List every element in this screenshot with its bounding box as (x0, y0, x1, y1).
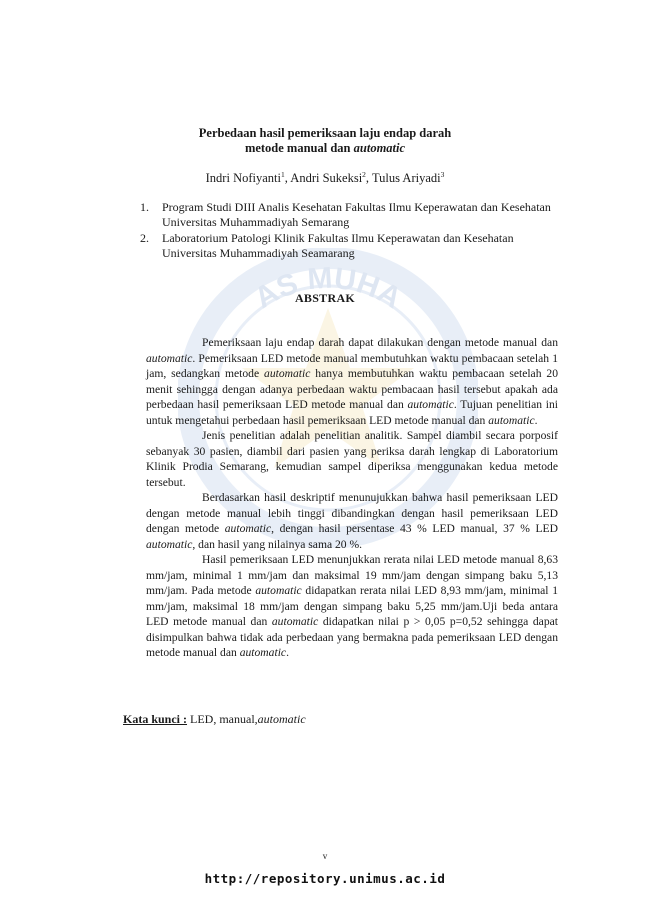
italic-term: automatic (255, 584, 302, 597)
title-line-2: metode manual dan automatic (244, 141, 406, 155)
keywords (123, 712, 306, 727)
abstract-text: , dengan hasil persentase 43 % LED manual, 37 % LED (271, 522, 558, 535)
italic-term: automatic (239, 646, 287, 659)
affiliation-number: 2. (140, 231, 149, 245)
abstract-text: Berdasarkan hasil deskriptif menunujukkan bahwa hasil pemeriksaan LED dengan metode manual lebih tinggi dibandingkan dengan hasil pemeriksaan LED dengan metode (146, 491, 558, 535)
affiliation-list (140, 200, 560, 262)
abstract-paragraph (146, 428, 558, 490)
italic-term: automatic (146, 537, 193, 551)
italic-term: automatic (407, 398, 454, 411)
affiliation-text: Program Studi DIII Analis Kesehatan Fakultas Ilmu Keperawatan dan Kesehatan Universitas Muhammadiyah Semarang (162, 200, 551, 229)
affiliation-number: 1. (140, 200, 149, 214)
keywords-plain: LED, manual, (187, 712, 258, 726)
abstract-text: Jenis penelitian adalah penelitian analitik. Sampel diambil secara porposif sebanyak 30 pasien, diambil dari pasien yang periksa darah lengkap di Laboratorium Klinik Prodia Semarang, kemudian sampel diperiksa menggunakan kedua metode tersebut. (146, 429, 558, 489)
abstract-text: hanya membutuhkan waktu pembacaan setelah 20 menit sehingga dengan adanya perbedaan waktu pembacaan hasil tersebut apakah ada perbedaan hasil pemeriksaan LED metode manual dan (146, 367, 558, 411)
keywords-label: Kata kunci : (123, 712, 188, 726)
abstract-heading: ABSTRAK (294, 291, 356, 305)
abstract-paragraph (146, 552, 558, 661)
paper-title (0, 126, 650, 156)
abstract-text: didapatkan rerata nilai LED 8,93 mm/jam, minimal 1 mm/jam, maksimal 18 mm/jam dengan simpang baku 5,25 mm/jam.Uji beda antara LED metode manual dan (146, 584, 559, 628)
abstract-text: . Pemeriksaan LED metode manual membutuhkan waktu pembacaan setelah 1 jam, sedangkan metode (146, 351, 558, 380)
repository-url-footer: http://repository.unimus.ac.id (204, 871, 446, 886)
seal-text: AS MUHA (248, 261, 408, 316)
abstract-body (146, 335, 558, 661)
italic-term: automatic (488, 413, 535, 427)
author-name: Tulus Ariyadi (371, 171, 441, 186)
keywords-italic: automatic (257, 712, 306, 726)
italic-term: automatic (146, 351, 193, 365)
abstract-text: . (286, 646, 289, 659)
affiliation-item (140, 200, 560, 230)
abstract-text: Pemeriksaan laju endap darah dapat dilakukan dengan metode manual dan (202, 336, 558, 349)
abstract-text: Hasil pemeriksaan LED menunjukkan rerata nilai LED metode manual 8,63 mm/jam, minimal 1 mm/jam dan maksimal 19 mm/jam dengan simpang baku 5,13 mm/jam. Pada metode (146, 553, 558, 597)
abstract-text: , dan hasil yang nilainya sama 20 %. (192, 537, 363, 551)
abstract-text: . Tujuan penelitian ini untuk mengetahui perbedaan hasil pemeriksaan LED metode manual dan (146, 398, 558, 427)
author-name: Indri Nofiyanti (205, 171, 281, 186)
abstract-text: didapatkan nilai p > 0,05 p=0,52 sehingga dapat disimpulkan bahwa tidak ada perbedaan yang bermakna pada pemeriksaan LED dengan metode manual dan (146, 615, 558, 659)
title-line-1: Perbedaan hasil pemeriksaan laju endap darah (198, 126, 452, 140)
author-affiliation-marker: 3 (440, 170, 445, 179)
italic-term: automatic (264, 367, 311, 380)
author-affiliation-marker: 2 (362, 170, 366, 179)
italic-term: automatic (271, 615, 319, 628)
author-separator: , (365, 171, 372, 186)
author-affiliation-marker: 1 (280, 170, 285, 179)
page-number: v (322, 851, 328, 861)
abstract-paragraph (146, 490, 558, 552)
abstract-text: . (534, 413, 538, 427)
author-name: Andri Sukeksi (290, 171, 363, 186)
author-separator: , (284, 171, 291, 186)
abstract-paragraph (146, 335, 558, 428)
affiliation-item (140, 231, 560, 261)
author-list (0, 170, 650, 186)
affiliation-text: Laboratorium Patologi Klinik Fakultas Ilmu Keperawatan dan Kesehatan Universitas Muhammadiyah Seamarang (162, 231, 514, 260)
italic-term: automatic (224, 522, 272, 535)
